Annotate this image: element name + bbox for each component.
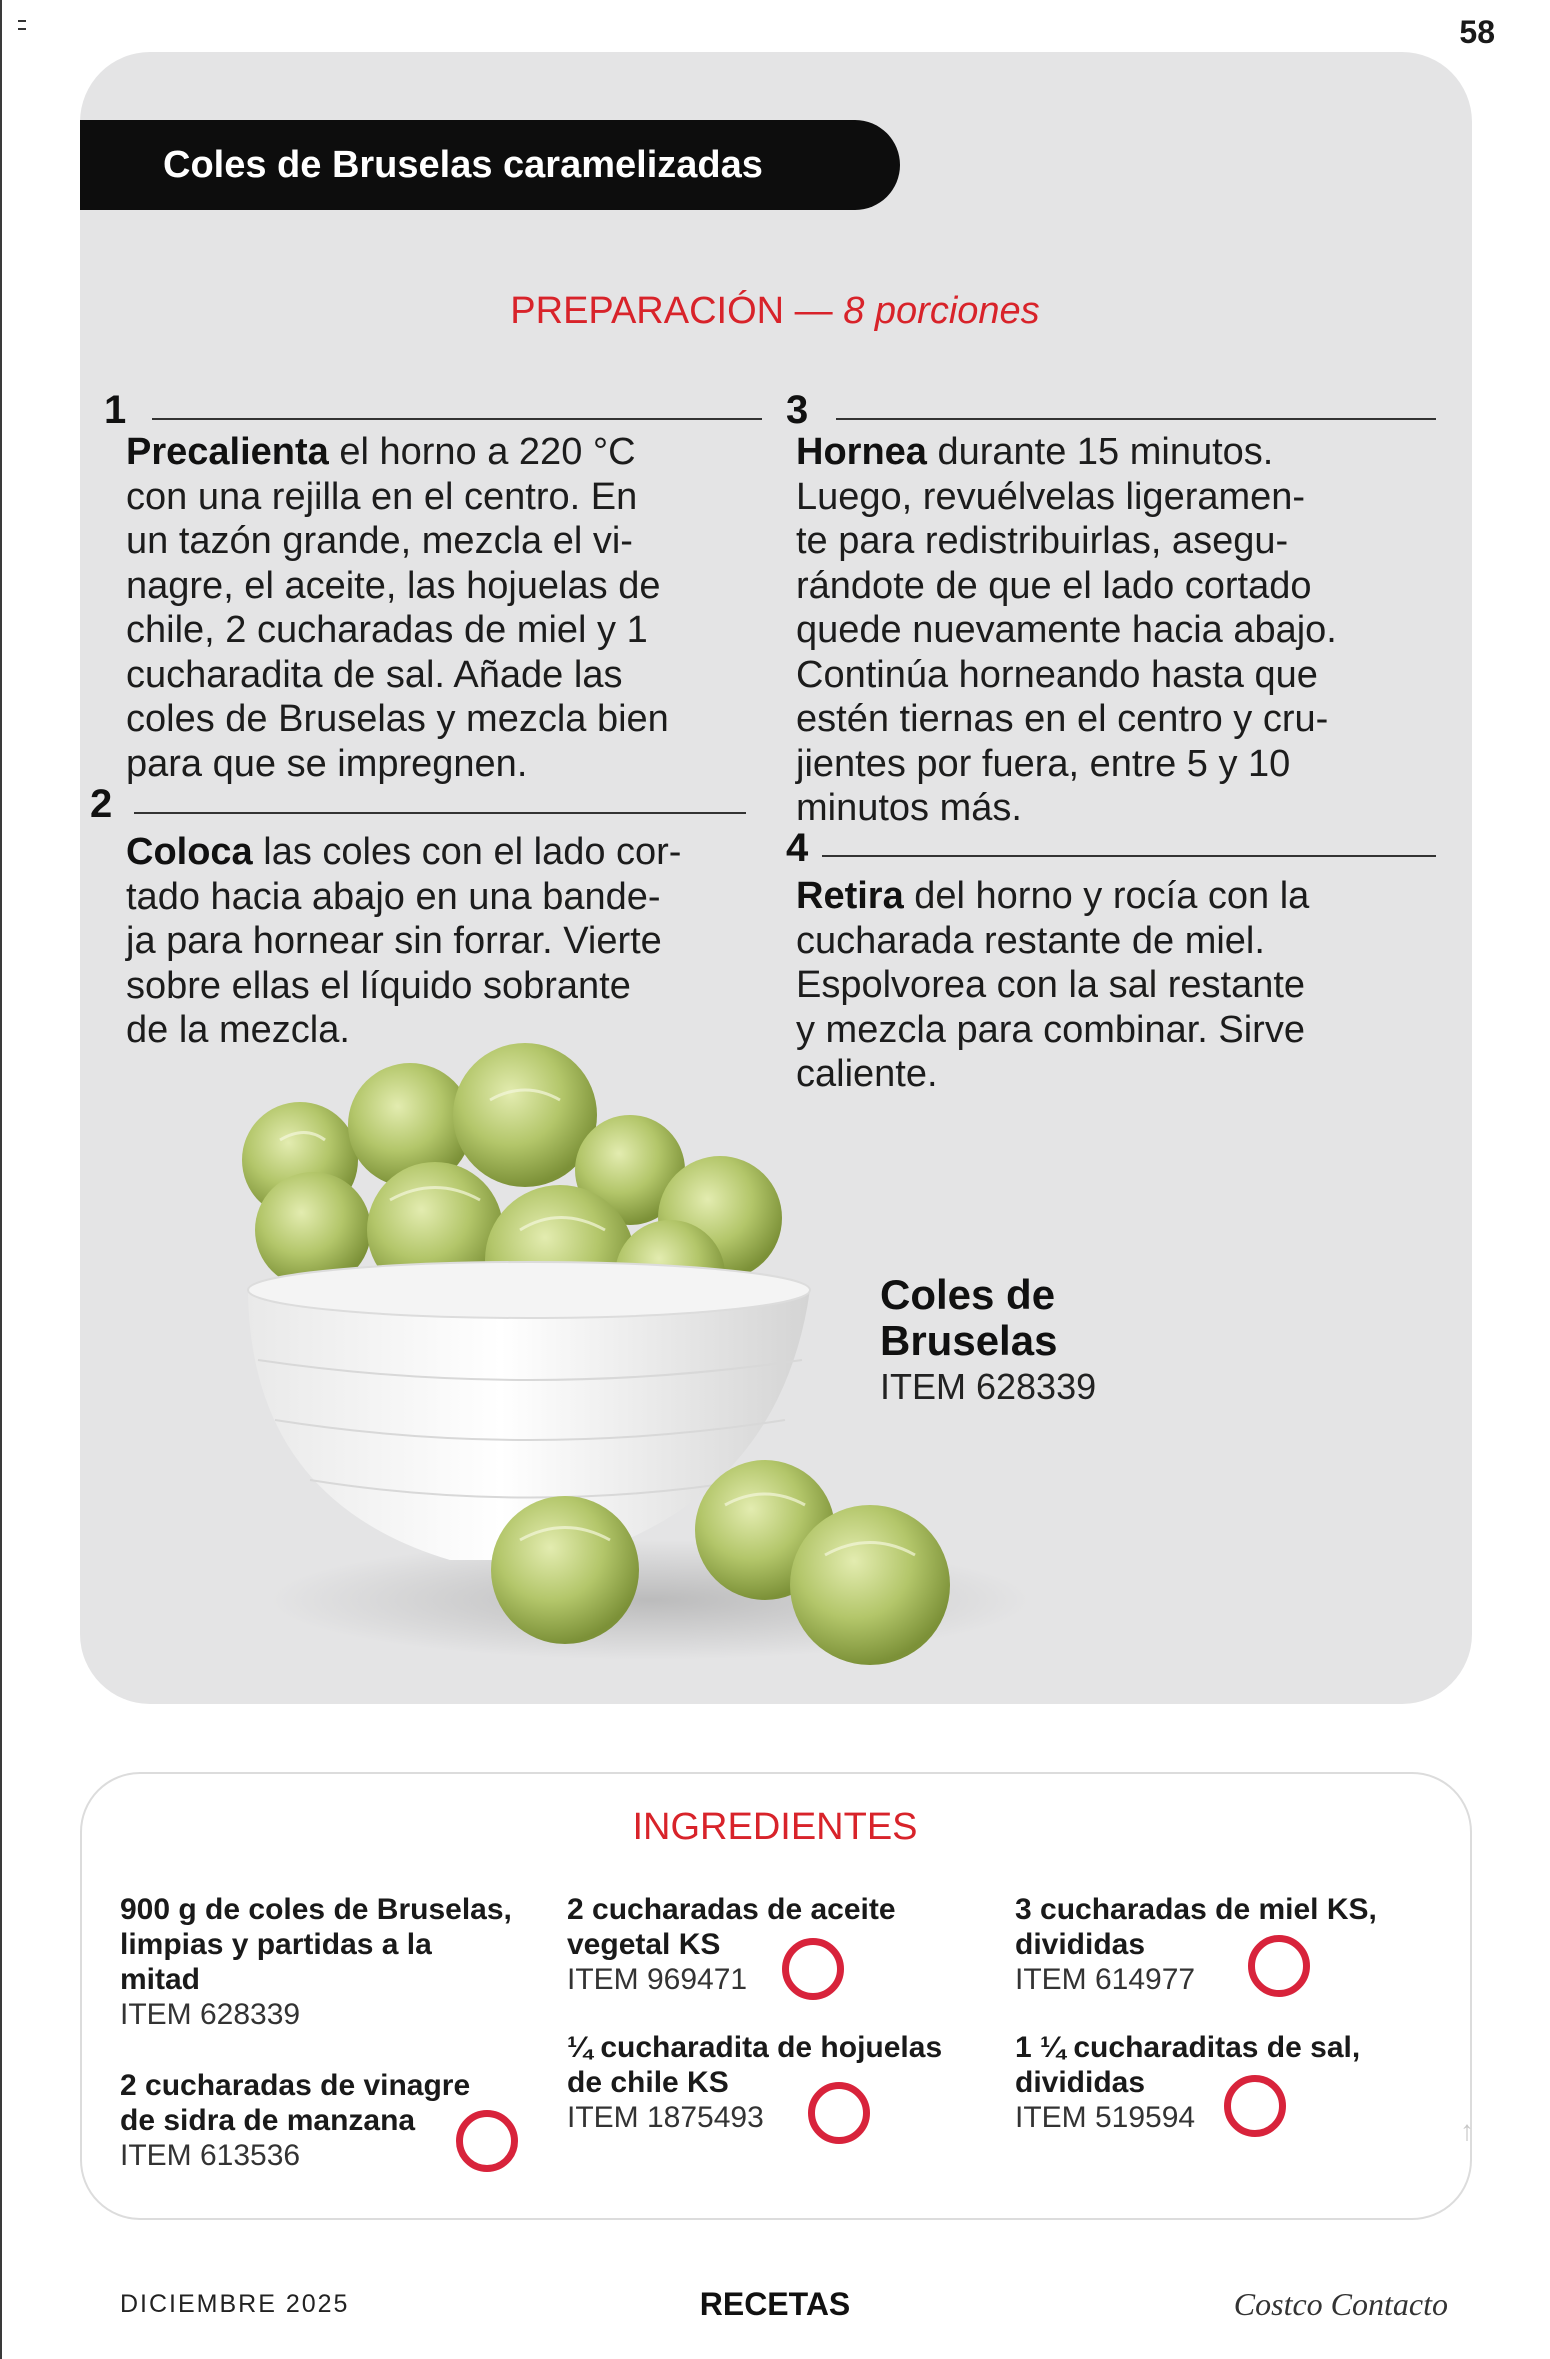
ingredient-name	[1015, 2030, 1360, 2100]
ingredient-item-number: ITEM 614977	[1015, 1963, 1196, 1996]
step-line: Continúa horneando hasta que	[796, 653, 1318, 696]
step-number: 2	[90, 782, 113, 826]
footer-date: DICIEMBRE 2025	[120, 2290, 350, 2318]
step-number: 1	[104, 388, 127, 432]
recipe-title: Coles de Bruselas caramelizadas	[80, 120, 900, 210]
step-line: rándote de que el lado cortado	[796, 564, 1312, 607]
ingredient-item-number: ITEM 969471	[567, 1963, 748, 1996]
step-line: caliente.	[796, 1053, 938, 1095]
step-text	[126, 830, 681, 1053]
preparation-label: PREPARACIÓN —	[510, 290, 844, 332]
step-line: minutos más.	[796, 787, 1022, 829]
step-number: 3	[786, 388, 809, 432]
ingredient-item-number: ITEM 1875493	[567, 2101, 764, 2134]
footer-section: RECETAS	[699, 2286, 851, 2322]
product-item-number: ITEM 628339	[880, 1366, 1097, 1407]
preparation-heading	[0, 290, 1550, 333]
step-line: con una rejilla en el centro. En	[126, 475, 638, 518]
red-ring-icon[interactable]	[1248, 1935, 1310, 1997]
step-number: 4	[786, 826, 809, 870]
page-edge	[0, 0, 2, 2359]
ingredient-line: 900 g de coles de Bruselas,	[120, 1893, 512, 1926]
product-name-line: Bruselas	[880, 1317, 1058, 1364]
step-line: y mezcla para combinar. Sirve	[796, 1008, 1305, 1051]
step-verb: Precalienta	[126, 431, 329, 473]
step-line: el horno a 220 °C	[328, 431, 636, 473]
product-label	[880, 1272, 1096, 1410]
step-line: las coles con el lado cor-	[252, 831, 682, 873]
step-divider	[836, 418, 1436, 420]
ingredient-line: 2 cucharadas de aceite	[567, 1893, 896, 1926]
step-verb: Coloca	[126, 831, 253, 873]
step-line: para que se impregnen.	[126, 742, 528, 785]
step-line: estén tiernas en el centro y cru-	[796, 698, 1329, 740]
arrow-up-icon[interactable]: ↑	[1460, 2115, 1474, 2146]
ingredient-name	[120, 2068, 470, 2138]
step-line: tado hacia abajo en una bande-	[126, 875, 661, 918]
ingredient-item-number: ITEM 628339	[120, 1998, 301, 2031]
step-line: Espolvorea con la sal restante	[796, 964, 1306, 1006]
ingredient-item	[120, 2068, 470, 2173]
ingredient-line: de chile KS	[567, 2066, 729, 2099]
step-text	[126, 430, 669, 786]
ingredient-item	[1015, 1892, 1377, 1997]
step-text	[796, 430, 1337, 831]
ingredient-line: 3 cucharadas de miel KS,	[1015, 1893, 1377, 1926]
ingredient-line: de sidra de manzana	[120, 2104, 416, 2137]
step-line: sobre ellas el líquido sobrante	[126, 964, 631, 1007]
ingredient-item-number: ITEM 519594	[1015, 2101, 1196, 2134]
ingredient-name	[1015, 1892, 1377, 1962]
step-line: un tazón grande, mezcla el vi-	[126, 520, 633, 562]
step-line: cucharadita de sal. Añade las	[126, 653, 623, 696]
ingredient-line: 2 cucharadas de vinagre	[120, 2069, 471, 2102]
page-number: 58	[1459, 14, 1495, 50]
ingredient-name	[567, 1892, 896, 1962]
ingredients-heading: INGREDIENTES	[632, 1806, 918, 1848]
ingredient-item	[567, 2030, 942, 2135]
step-line: de la mezcla.	[126, 1009, 350, 1051]
step-line: cucharada restante de miel.	[796, 919, 1265, 962]
ingredient-item	[567, 1892, 896, 1997]
ingredient-item-number: ITEM 613536	[120, 2139, 301, 2172]
step-line: coles de Bruselas y mezcla bien	[126, 698, 669, 740]
step-line: durante 15 minutos.	[926, 431, 1274, 473]
red-ring-icon[interactable]	[456, 2110, 518, 2172]
step-verb: Hornea	[796, 431, 927, 473]
ingredient-line: 1 ¼ cucharaditas de sal,	[1015, 2031, 1361, 2064]
footer-brand: Costco Contacto	[1233, 2286, 1448, 2322]
red-ring-icon[interactable]	[1224, 2075, 1286, 2137]
step-divider	[134, 812, 746, 814]
ingredient-line: limpias y partidas a la	[120, 1928, 432, 1961]
step-verb: Retira	[796, 875, 904, 917]
step-line: nagre, el aceite, las hojuelas de	[126, 564, 661, 607]
ingredient-line: divididas	[1015, 2066, 1146, 2099]
ingredient-line: mitad	[120, 1963, 201, 1996]
step-line: quede nuevamente hacia abajo.	[796, 609, 1337, 651]
ingredient-line: ¼ cucharadita de hojuelas	[567, 2031, 943, 2064]
step-line: chile, 2 cucharadas de miel y 1	[126, 609, 648, 651]
product-name	[880, 1272, 1096, 1364]
red-ring-icon[interactable]	[808, 2082, 870, 2144]
step-line: Luego, revuélvelas ligeramen-	[796, 475, 1306, 518]
ingredient-item	[120, 1892, 512, 2032]
ingredient-line: vegetal KS	[567, 1928, 721, 1961]
step-line: ja para hornear sin forrar. Vierte	[126, 920, 662, 962]
step-line: del horno y rocía con la	[903, 875, 1310, 917]
servings: 8 porciones	[843, 290, 1040, 332]
step-divider	[822, 855, 1436, 857]
ingredient-item	[1015, 2030, 1360, 2135]
red-ring-icon[interactable]	[782, 1938, 844, 2000]
ingredient-name	[120, 1892, 512, 1997]
step-divider	[152, 418, 762, 420]
menu-mark-icon	[18, 20, 26, 30]
step-line: jientes por fuera, entre 5 y 10	[796, 742, 1291, 785]
ingredient-name	[567, 2030, 942, 2100]
step-line: te para redistribuirlas, asegu-	[796, 520, 1289, 562]
ingredient-line: divididas	[1015, 1928, 1146, 1961]
product-name-line: Coles de	[880, 1271, 1056, 1318]
